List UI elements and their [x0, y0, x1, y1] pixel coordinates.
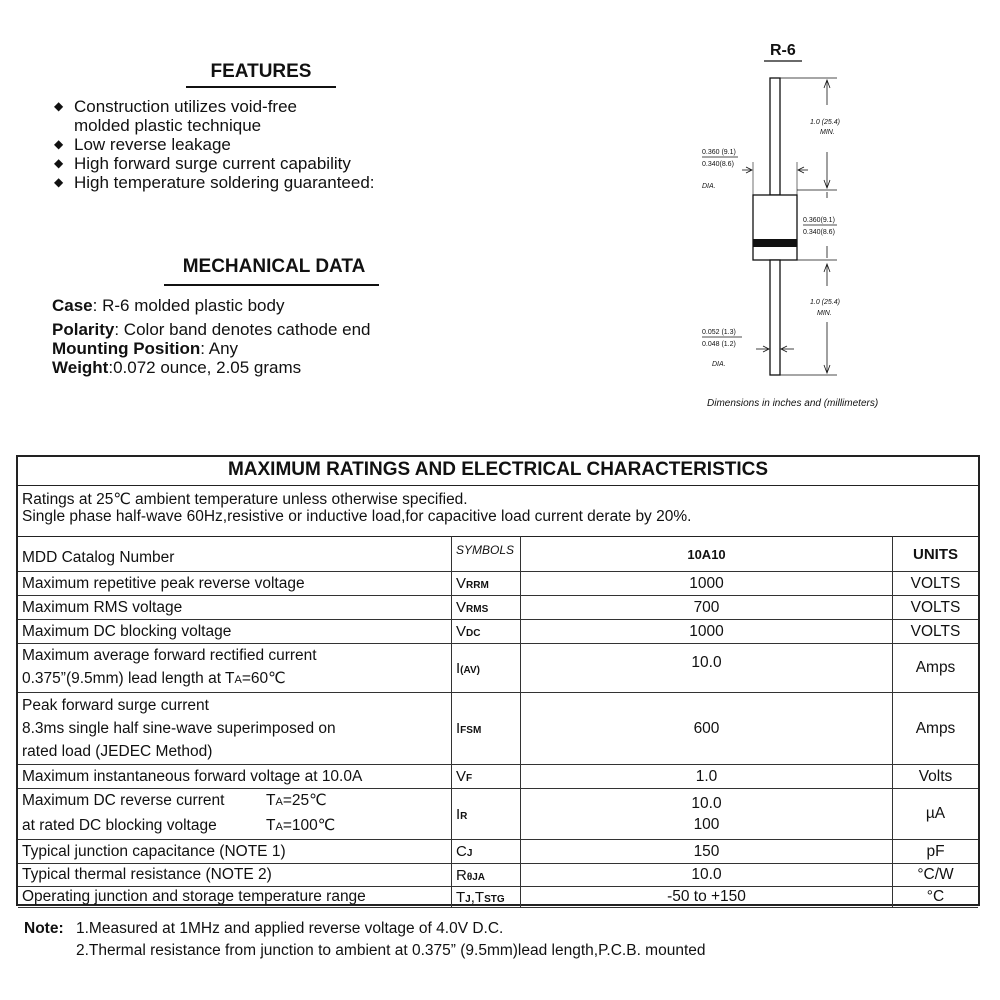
note-1: 1.Measured at 1MHz and applied reverse voltage of 4.0V D.C.: [76, 920, 504, 937]
body-dia-label: DIA.: [702, 183, 716, 190]
header-units: UNITS: [893, 537, 979, 572]
mounting-row: Mounting Position: Any: [52, 339, 239, 358]
notes: [24, 918, 706, 962]
diode-body: [753, 195, 797, 260]
features-title: FEATURES: [210, 61, 312, 82]
body-dia-top: 0.360 (9.1): [702, 149, 736, 156]
notes-label: Note:: [24, 920, 64, 937]
table-row: Maximum DC reverse current TA=25℃ at rated DC blocking voltage TA=100℃ IR 10.0 100 µA: [18, 789, 978, 840]
mechanical-data: [52, 296, 472, 377]
mechanical-title-rule: [164, 284, 379, 286]
cathode-band: [753, 239, 797, 247]
dimension-note: Dimensions in inches and (millimeters): [707, 398, 879, 409]
table-row: Peak forward surge current 8.3ms single half sine-wave superimposed on rated load (JEDEC Method) IFSM 600 Amps: [18, 693, 978, 765]
feature-item: ◆ High forward surge current capability: [54, 154, 351, 173]
ratings-table: [18, 536, 978, 908]
lead-length-bottom: 1.0 (25.4): [810, 299, 840, 306]
package-label: R-6: [770, 42, 796, 59]
top-lead: [770, 78, 780, 195]
case-row: Case: R-6 molded plastic body: [52, 296, 285, 315]
table-conditions: Ratings at 25℃ ambient temperature unless otherwise specified. Single phase half-wave 60Hz,resistive or inductive load,for capacitive load current derate by 20%.: [22, 491, 692, 525]
table-row: Typical junction capacitance (NOTE 1) CJ 150 pF: [18, 840, 978, 864]
diamond-bullet-icon: ◆: [54, 99, 64, 113]
diamond-bullet-icon: ◆: [54, 175, 64, 189]
table-row: Maximum RMS voltage VRMS 700 VOLTS: [18, 596, 978, 620]
feature-item: ◆ Low reverse leakage: [54, 135, 231, 154]
diamond-bullet-icon: ◆: [54, 156, 64, 170]
features-title-rule: [186, 86, 336, 88]
diamond-bullet-icon: ◆: [54, 137, 64, 151]
header-catalog: MDD Catalog Number: [18, 537, 452, 572]
polarity-row: Polarity: Color band denotes cathode end: [52, 320, 371, 339]
lead-length-bottom-min: MIN.: [817, 310, 832, 317]
header-symbols: SYMBOLS: [452, 537, 521, 572]
lead-dia-top: 0.052 (1.3): [702, 329, 736, 336]
bottom-lead: [770, 260, 780, 375]
table-row: Operating junction and storage temperature range TJ,TSTG -50 to +150 °C: [18, 887, 978, 908]
title-divider: [18, 485, 978, 486]
table-title: MAXIMUM RATINGS AND ELECTRICAL CHARACTERISTICS: [227, 459, 769, 480]
feature-item: ◆ Construction utilizes void-free molded plastic technique: [54, 97, 297, 135]
table-row: Maximum instantaneous forward voltage at 10.0A VF 1.0 Volts: [18, 765, 978, 789]
body-dia-bot: 0.340(8.6): [702, 161, 734, 168]
lead-length-top-min: MIN.: [820, 129, 835, 136]
lead-dia-bot: 0.048 (1.2): [702, 341, 736, 348]
note-2: 2.Thermal resistance from junction to ambient at 0.375” (9.5mm)lead length,P.C.B. mounted: [76, 942, 706, 959]
table-row: Maximum average forward rectified current 0.375”(9.5mm) lead length at TA=60℃ I(AV) 10.0 Amps: [18, 644, 978, 693]
weight-row: Weight:0.072 ounce, 2.05 grams: [52, 358, 302, 377]
body-len-top: 0.360(9.1): [803, 217, 835, 224]
header-part-number: 10A10: [521, 537, 893, 572]
body-len-bot: 0.340(8.6): [803, 229, 835, 236]
lead-dia-label: DIA.: [712, 361, 726, 368]
table-row: Typical thermal resistance (NOTE 2) RθJA 10.0 °C/W: [18, 864, 978, 887]
lead-length-top: 1.0 (25.4): [810, 119, 840, 126]
ratings-table-frame: [16, 455, 980, 906]
features-list: [52, 97, 452, 192]
table-row: Maximum repetitive peak reverse voltage VRRM 1000 VOLTS: [18, 572, 978, 596]
table-row: Maximum DC blocking voltage VDC 1000 VOLTS: [18, 620, 978, 644]
mechanical-data-title: MECHANICAL DATA: [182, 256, 366, 277]
table-header-row: [18, 537, 978, 572]
feature-item: ◆ High temperature soldering guaranteed:: [54, 173, 375, 192]
package-diagram: [690, 30, 900, 390]
